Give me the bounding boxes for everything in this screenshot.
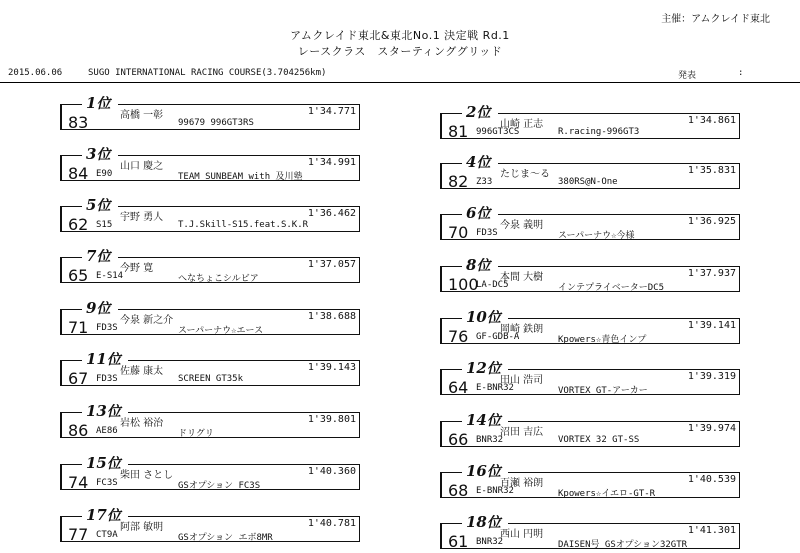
entry-box-top-right bbox=[128, 360, 360, 361]
grid-position-number: 17 bbox=[86, 506, 107, 524]
grid-position-number: 12 bbox=[466, 359, 487, 377]
car-number: 86 bbox=[68, 421, 89, 440]
car-model: E-BNR32 bbox=[476, 486, 514, 496]
grid-position-suffix: 位 bbox=[476, 258, 491, 274]
team-name: 380RS@N-One bbox=[558, 177, 618, 187]
entry-box-top-left bbox=[60, 257, 82, 258]
grid-position-number: 4 bbox=[466, 153, 477, 171]
car-model: FC3S bbox=[96, 478, 118, 488]
entry-box-top-right bbox=[498, 266, 740, 267]
car-number: 76 bbox=[448, 327, 469, 346]
grid-entry bbox=[440, 464, 740, 498]
driver-name: 岡崎 鉄朗 bbox=[500, 324, 544, 335]
car-number: 70 bbox=[448, 223, 469, 242]
grid-position-number: 3 bbox=[86, 145, 97, 163]
entry-box-top-left bbox=[440, 318, 462, 319]
entry-box-top-right bbox=[128, 412, 360, 413]
grid-position-number: 15 bbox=[86, 454, 107, 472]
grid-position-suffix: 位 bbox=[96, 198, 111, 214]
entry-box-top-right bbox=[498, 163, 740, 164]
entry-box-top-left bbox=[60, 412, 82, 413]
info-row bbox=[8, 68, 792, 82]
grid-position bbox=[464, 410, 503, 430]
qualifying-time: 1'39.143 bbox=[307, 362, 356, 373]
driver-name: 柴田 さとし bbox=[120, 470, 174, 481]
entry-box-top-left bbox=[60, 309, 82, 310]
grid-position bbox=[84, 401, 123, 421]
qualifying-time: 1'39.974 bbox=[687, 423, 736, 434]
driver-name: 田山 浩司 bbox=[500, 375, 544, 386]
car-model: BNR32 bbox=[476, 537, 504, 547]
grid-position-number: 13 bbox=[86, 402, 107, 420]
entry-box-top-left bbox=[60, 206, 82, 207]
grid-position bbox=[84, 144, 112, 164]
team-name: VORTEX GT-アーカー bbox=[558, 386, 648, 396]
car-number: 67 bbox=[68, 369, 89, 388]
grid-entry bbox=[440, 361, 740, 395]
qualifying-time: 1'37.937 bbox=[687, 268, 736, 279]
grid-position-number: 7 bbox=[86, 247, 97, 265]
entry-box-top-left bbox=[440, 421, 462, 422]
grid-position-suffix: 位 bbox=[476, 155, 491, 171]
header-rule bbox=[0, 82, 800, 83]
car-number: 100 bbox=[448, 275, 479, 294]
entry-box-top-right bbox=[508, 318, 740, 319]
announce-label: 発表 bbox=[678, 71, 697, 81]
team-name: へなちょこシルビア bbox=[178, 274, 259, 284]
car-number: 65 bbox=[68, 266, 89, 285]
car-number: 81 bbox=[448, 122, 469, 141]
entry-box-top-right bbox=[118, 104, 360, 105]
grid-entry bbox=[440, 310, 740, 344]
grid-position bbox=[84, 349, 123, 369]
entry-box-top-right bbox=[508, 472, 740, 473]
qualifying-time: 1'40.781 bbox=[307, 518, 356, 529]
grid-entry bbox=[440, 258, 740, 292]
entry-box-top-right bbox=[128, 464, 360, 465]
grid-position bbox=[464, 512, 503, 532]
grid-position-suffix: 位 bbox=[476, 206, 491, 222]
grid-position-number: 5 bbox=[86, 196, 97, 214]
grid-position-number: 11 bbox=[86, 350, 107, 368]
team-name: DAISEN号 GSオプション32GTR bbox=[558, 540, 688, 550]
grid-position-suffix: 位 bbox=[96, 301, 111, 317]
team-name: Kpowers☆イエロ-GT-R bbox=[558, 489, 656, 499]
car-number: 82 bbox=[448, 172, 469, 191]
qualifying-time: 1'38.688 bbox=[307, 311, 356, 322]
grid-entry bbox=[440, 155, 740, 189]
grid-position-number: 2 bbox=[466, 103, 477, 121]
grid-position bbox=[464, 255, 492, 275]
entry-box-top-left bbox=[440, 163, 462, 164]
qualifying-time: 1'34.991 bbox=[307, 157, 356, 168]
grid-position-number: 18 bbox=[466, 513, 487, 531]
grid-position-suffix: 位 bbox=[96, 147, 111, 163]
qualifying-time: 1'36.925 bbox=[687, 216, 736, 227]
driver-name: 西山 円明 bbox=[500, 529, 544, 540]
grid-position-number: 14 bbox=[466, 411, 487, 429]
qualifying-time: 1'40.360 bbox=[307, 466, 356, 477]
driver-name: 宇野 勇人 bbox=[120, 212, 164, 223]
grid-entry bbox=[440, 515, 740, 549]
car-number: 84 bbox=[68, 164, 89, 183]
car-model: BNR32 bbox=[476, 435, 504, 445]
car-number: 61 bbox=[448, 532, 469, 551]
driver-name: 高橋 一彰 bbox=[120, 110, 164, 121]
entry-box-top-right bbox=[118, 257, 360, 258]
driver-name: 山崎 正志 bbox=[500, 119, 544, 130]
course-name: SUGO INTERNATIONAL RACING COURSE(3.704256km) bbox=[88, 68, 327, 78]
entry-box-top-left bbox=[440, 369, 462, 370]
qualifying-time: 1'34.771 bbox=[307, 106, 356, 117]
car-number: 77 bbox=[68, 525, 89, 544]
grid-position-suffix: 位 bbox=[106, 352, 121, 368]
car-number: 83 bbox=[68, 113, 89, 132]
car-model: 996GT3CS bbox=[476, 127, 520, 137]
driver-name: 阿部 敏明 bbox=[120, 522, 164, 533]
grid-entry bbox=[60, 301, 360, 335]
driver-name: 今野 寛 bbox=[120, 263, 154, 274]
qualifying-time: 1'35.831 bbox=[687, 165, 736, 176]
grid-position bbox=[464, 203, 492, 223]
driver-name: 本間 大樹 bbox=[500, 272, 544, 283]
car-number: 68 bbox=[448, 481, 469, 500]
entry-box-top-right bbox=[118, 206, 360, 207]
grid-position bbox=[464, 461, 503, 481]
qualifying-time: 1'37.057 bbox=[307, 259, 356, 270]
car-model: CT9A bbox=[96, 530, 118, 540]
entry-box-top-right bbox=[498, 214, 740, 215]
grid-position bbox=[464, 358, 503, 378]
grid-position-suffix: 位 bbox=[106, 404, 121, 420]
qualifying-time: 1'40.539 bbox=[687, 474, 736, 485]
entry-box-top-right bbox=[118, 309, 360, 310]
grid-position-suffix: 位 bbox=[96, 96, 111, 112]
entry-box-top-right bbox=[118, 155, 360, 156]
entry-box-top-right bbox=[508, 369, 740, 370]
team-name: ドリグリ bbox=[178, 429, 214, 439]
grid-position bbox=[84, 93, 112, 113]
entry-box-top-right bbox=[128, 516, 360, 517]
organizer-label: 主催：アムクレイド東北 bbox=[661, 14, 770, 25]
qualifying-time: 1'39.319 bbox=[687, 371, 736, 382]
title-line-2: レースクラス スターティンググリッド bbox=[297, 45, 503, 58]
team-name: Kpowers☆青色インプ bbox=[558, 335, 647, 345]
team-name: T.J.Skill-S15.feat.S.K.R bbox=[178, 220, 309, 230]
team-name: VORTEX 32 GT-SS bbox=[558, 435, 640, 445]
team-name: GSオプション FC3S bbox=[178, 481, 261, 491]
grid-position bbox=[84, 453, 123, 473]
grid-position-suffix: 位 bbox=[486, 515, 501, 531]
qualifying-time: 1'39.141 bbox=[687, 320, 736, 331]
grid-position-suffix: 位 bbox=[486, 361, 501, 377]
car-model: E90 bbox=[96, 169, 113, 179]
car-model: GF-GDB-A bbox=[476, 332, 520, 342]
grid-position bbox=[464, 307, 503, 327]
car-model: FD3S bbox=[96, 323, 118, 333]
car-number: 64 bbox=[448, 378, 469, 397]
grid-position-suffix: 位 bbox=[486, 413, 501, 429]
qualifying-time: 1'39.801 bbox=[307, 414, 356, 425]
entry-box-top-right bbox=[508, 421, 740, 422]
car-model: Z33 bbox=[476, 177, 493, 187]
qualifying-time: 1'36.462 bbox=[307, 208, 356, 219]
grid-position-number: 8 bbox=[466, 256, 477, 274]
team-name: インテプライベーターDC5 bbox=[558, 283, 664, 293]
entry-box-top-left bbox=[60, 104, 82, 105]
grid-position bbox=[464, 152, 492, 172]
grid-position bbox=[84, 298, 112, 318]
team-name: SCREEN GT35k bbox=[178, 374, 244, 384]
driver-name: たじま～る bbox=[500, 169, 550, 180]
team-name: R.racing-996GT3 bbox=[558, 127, 640, 137]
grid-position-number: 16 bbox=[466, 462, 487, 480]
grid-position-number: 6 bbox=[466, 204, 477, 222]
entry-box-top-left bbox=[440, 523, 462, 524]
entry-box-top-right bbox=[508, 523, 740, 524]
team-name: TEAM SUNBEAM with 及川塾 bbox=[178, 172, 303, 182]
car-model: S15 bbox=[96, 220, 113, 230]
grid-entry bbox=[60, 352, 360, 386]
grid-entry bbox=[440, 206, 740, 240]
car-model: AE86 bbox=[96, 426, 118, 436]
car-model: LA-DC5 bbox=[476, 280, 509, 290]
grid-entry bbox=[60, 508, 360, 542]
entry-box-top-left bbox=[440, 472, 462, 473]
grid-position bbox=[84, 195, 112, 215]
grid-position bbox=[464, 102, 492, 122]
team-name: GSオプション エボ8MR bbox=[178, 533, 273, 543]
driver-name: 岩松 裕治 bbox=[120, 418, 164, 429]
announce-colon: : bbox=[738, 68, 744, 78]
car-number: 74 bbox=[68, 473, 89, 492]
grid-position-suffix: 位 bbox=[486, 310, 501, 326]
driver-name: 今泉 新之介 bbox=[120, 315, 174, 326]
car-model: E-S14 bbox=[96, 271, 124, 281]
grid-entry bbox=[60, 198, 360, 232]
grid-position-number: 9 bbox=[86, 299, 97, 317]
grid-position-suffix: 位 bbox=[96, 249, 111, 265]
grid-position bbox=[84, 505, 123, 525]
car-number: 66 bbox=[448, 430, 469, 449]
car-number: 62 bbox=[68, 215, 89, 234]
entry-box-top-left bbox=[60, 360, 82, 361]
grid-position bbox=[84, 246, 112, 266]
entry-box-top-left bbox=[440, 266, 462, 267]
grid-entry bbox=[60, 249, 360, 283]
car-model: FD3S bbox=[96, 374, 118, 384]
driver-name: 今泉 義明 bbox=[500, 220, 544, 231]
qualifying-time: 1'34.861 bbox=[687, 115, 736, 126]
grid-entry bbox=[60, 404, 360, 438]
entry-box-top-left bbox=[60, 155, 82, 156]
driver-name: 沼田 吉広 bbox=[500, 427, 544, 438]
grid-position-number: 10 bbox=[466, 308, 487, 326]
grid-entry bbox=[60, 147, 360, 181]
car-number: 71 bbox=[68, 318, 89, 337]
event-date: 2015.06.06 bbox=[8, 68, 63, 78]
grid-position-suffix: 位 bbox=[106, 456, 121, 472]
qualifying-time: 1'41.301 bbox=[687, 525, 736, 536]
team-name: スーパーナウ☆エース bbox=[178, 326, 264, 336]
grid-position-suffix: 位 bbox=[106, 508, 121, 524]
entry-box-top-left bbox=[60, 516, 82, 517]
driver-name: 百瀬 裕朗 bbox=[500, 478, 544, 489]
car-model: FD3S bbox=[476, 228, 498, 238]
driver-name: 佐藤 康太 bbox=[120, 366, 164, 377]
grid-position-number: 1 bbox=[86, 94, 97, 112]
car-model: E-BNR32 bbox=[476, 383, 514, 393]
title-line-1: アムクレイド東北&東北No.1 決定戦 Rd.1 bbox=[290, 29, 510, 42]
entry-box-top-right bbox=[498, 113, 740, 114]
team-name: 99679 996GT3RS bbox=[178, 118, 254, 128]
grid-entry bbox=[60, 456, 360, 490]
entry-box-top-left bbox=[440, 214, 462, 215]
grid-position-suffix: 位 bbox=[476, 105, 491, 121]
entry-box-top-left bbox=[60, 464, 82, 465]
grid-entry bbox=[440, 105, 740, 139]
entry-box-top-left bbox=[440, 113, 462, 114]
grid-entry bbox=[440, 413, 740, 447]
driver-name: 山口 慶之 bbox=[120, 161, 164, 172]
team-name: スーパーナウ☆今様 bbox=[558, 231, 635, 241]
grid-entry bbox=[60, 96, 360, 130]
grid-position-suffix: 位 bbox=[486, 464, 501, 480]
